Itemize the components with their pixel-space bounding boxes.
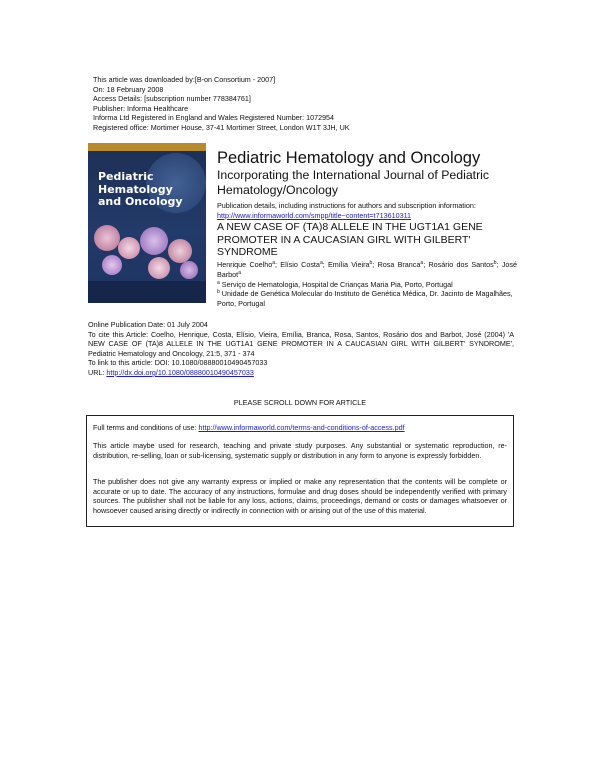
download-line: This article was downloaded by:[B-on Consortium - 2007] bbox=[93, 75, 276, 84]
cover-cell-decoration bbox=[94, 225, 120, 251]
journal-title: Pediatric Hematology and Oncology bbox=[217, 149, 481, 167]
affiliation-text: Serviço de Hematologia, Hospital de Crianças Maria Pia, Porto, Portugal bbox=[221, 280, 453, 289]
cover-bottom-band bbox=[88, 281, 206, 303]
journal-cover-image bbox=[88, 143, 206, 303]
terms-intro bbox=[93, 423, 507, 433]
download-line: Informa Ltd Registered in England and Wales Registered Number: 1072954 bbox=[93, 113, 335, 123]
cover-cell-decoration bbox=[140, 227, 168, 255]
citation-block bbox=[88, 320, 514, 378]
author-separator: ; bbox=[275, 260, 281, 269]
author-affiliation-mark: a bbox=[272, 260, 276, 266]
author-name: Henrique Coelho bbox=[217, 260, 273, 269]
journal-subtitle: Incorporating the International Journal of Pediatric Hematology/Oncology bbox=[217, 168, 490, 197]
url-line bbox=[88, 368, 514, 378]
cover-cell-decoration bbox=[148, 257, 170, 279]
author-affiliation-mark: a bbox=[420, 260, 424, 266]
cover-cell-decoration bbox=[102, 255, 122, 275]
download-line: Registered office: Mortimer House, 37-41 Mortimer Street, London W1T 3JH, UK bbox=[93, 122, 350, 132]
cover-cell-decoration bbox=[118, 237, 140, 259]
doi-line: To link to this article: DOI: 10.1080/08880010490457033 bbox=[88, 358, 268, 368]
terms-url-link[interactable]: http://www.informaworld.com/terms-and-conditions-of-access.pdf bbox=[198, 423, 405, 432]
download-line: On: 18 February 2008 bbox=[93, 84, 164, 94]
terms-paragraph-1: This article maybe used for research, teaching and private study purposes. Any substantial or systematic reproduction, re-distribution, re-selling, loan or sub-licensing, systematic supply or distribution in any form to anyone is expressly forbidden. bbox=[93, 441, 507, 460]
author-name: Rosário dos Santos bbox=[428, 260, 494, 269]
author-separator: ; bbox=[496, 260, 502, 269]
author-name: Elísio Costa bbox=[280, 260, 320, 269]
download-info bbox=[93, 75, 513, 133]
cover-title: Pediatric Hematology and Oncology bbox=[98, 170, 183, 208]
online-publication-date: Online Publication Date: 01 July 2004 bbox=[88, 320, 208, 329]
affiliation-text: Unidade de Genética Molecular do Instituto de Genética Médica, Dr. Jacinto de Magalhães, Porto, Portugal bbox=[217, 289, 513, 308]
terms-box bbox=[86, 415, 514, 527]
cover-cell-decoration bbox=[180, 261, 198, 279]
publication-details-text: Publication details, including instructions for authors and subscription information: bbox=[217, 201, 476, 210]
author-separator: ; bbox=[423, 260, 429, 269]
affiliation-mark: b bbox=[217, 289, 220, 295]
publication-details bbox=[217, 201, 517, 220]
cover-cell-decoration bbox=[168, 239, 192, 263]
download-line: Access Details: [subscription number 778384761] bbox=[93, 94, 251, 104]
scroll-notice: PLEASE SCROLL DOWN FOR ARTICLE bbox=[233, 398, 367, 407]
author-name: Emília Vieira bbox=[328, 260, 370, 269]
author-affiliation-mark: a bbox=[319, 260, 323, 266]
author-list bbox=[217, 260, 517, 279]
terms-paragraph-2: The publisher does not give any warranty express or implied or make any representation that the contents will be complete or accurate or up to date. The accuracy of any instructions, formulae and drug doses should be independently verified with primary sources. The publisher shall not be liable for any loss, actions, claims, proceedings, demand or costs or damages whatsoever or howsoever caused arising directly or indirectly in connection with or arising out of the use of this material. bbox=[93, 477, 507, 515]
download-line: Publisher: Informa Healthcare bbox=[93, 103, 189, 113]
affiliation-mark: a bbox=[217, 280, 220, 286]
author-separator: ; bbox=[372, 260, 378, 269]
cover-top-band bbox=[88, 143, 206, 151]
cite-this-article: To cite this Article: Coelho, Henrique, Costa, Elísio, Vieira, Emília, Branca, Rosa, Santos, Rosário dos and Barbot, José (2004) 'A NEW CASE OF (TA)8 ALLELE IN THE UGT1A1 GENE PROMOTER IN A CAUCASIAN GIRL WITH GILBERT' SYNDROME', Pediatric Hematology and Oncology, 21:5, 371 - 374 bbox=[88, 329, 514, 358]
author-name: Rosa Branca bbox=[377, 260, 421, 269]
author-affiliation-mark: a bbox=[238, 269, 241, 276]
author-affiliation-mark: b bbox=[369, 260, 373, 266]
author-name: José Barbot bbox=[217, 260, 518, 279]
url-label: URL: bbox=[88, 367, 107, 377]
author-affiliation-mark: b bbox=[493, 260, 497, 266]
publication-url-link[interactable]: http://www.informaworld.com/smpp/title~content=t713610311 bbox=[217, 210, 412, 220]
article-title: A NEW CASE OF (TA)8 ALLELE IN THE UGT1A1 GENE PROMOTER IN A CAUCASIAN GIRL WITH GILBERT' SYNDROME bbox=[217, 221, 483, 258]
terms-intro-text: Full terms and conditions of use: bbox=[93, 423, 199, 432]
affiliation-b bbox=[217, 289, 517, 308]
doi-url-link[interactable]: http://dx.doi.org/10.1080/08880010490457033 bbox=[106, 367, 254, 377]
author-separator: ; bbox=[322, 260, 328, 269]
